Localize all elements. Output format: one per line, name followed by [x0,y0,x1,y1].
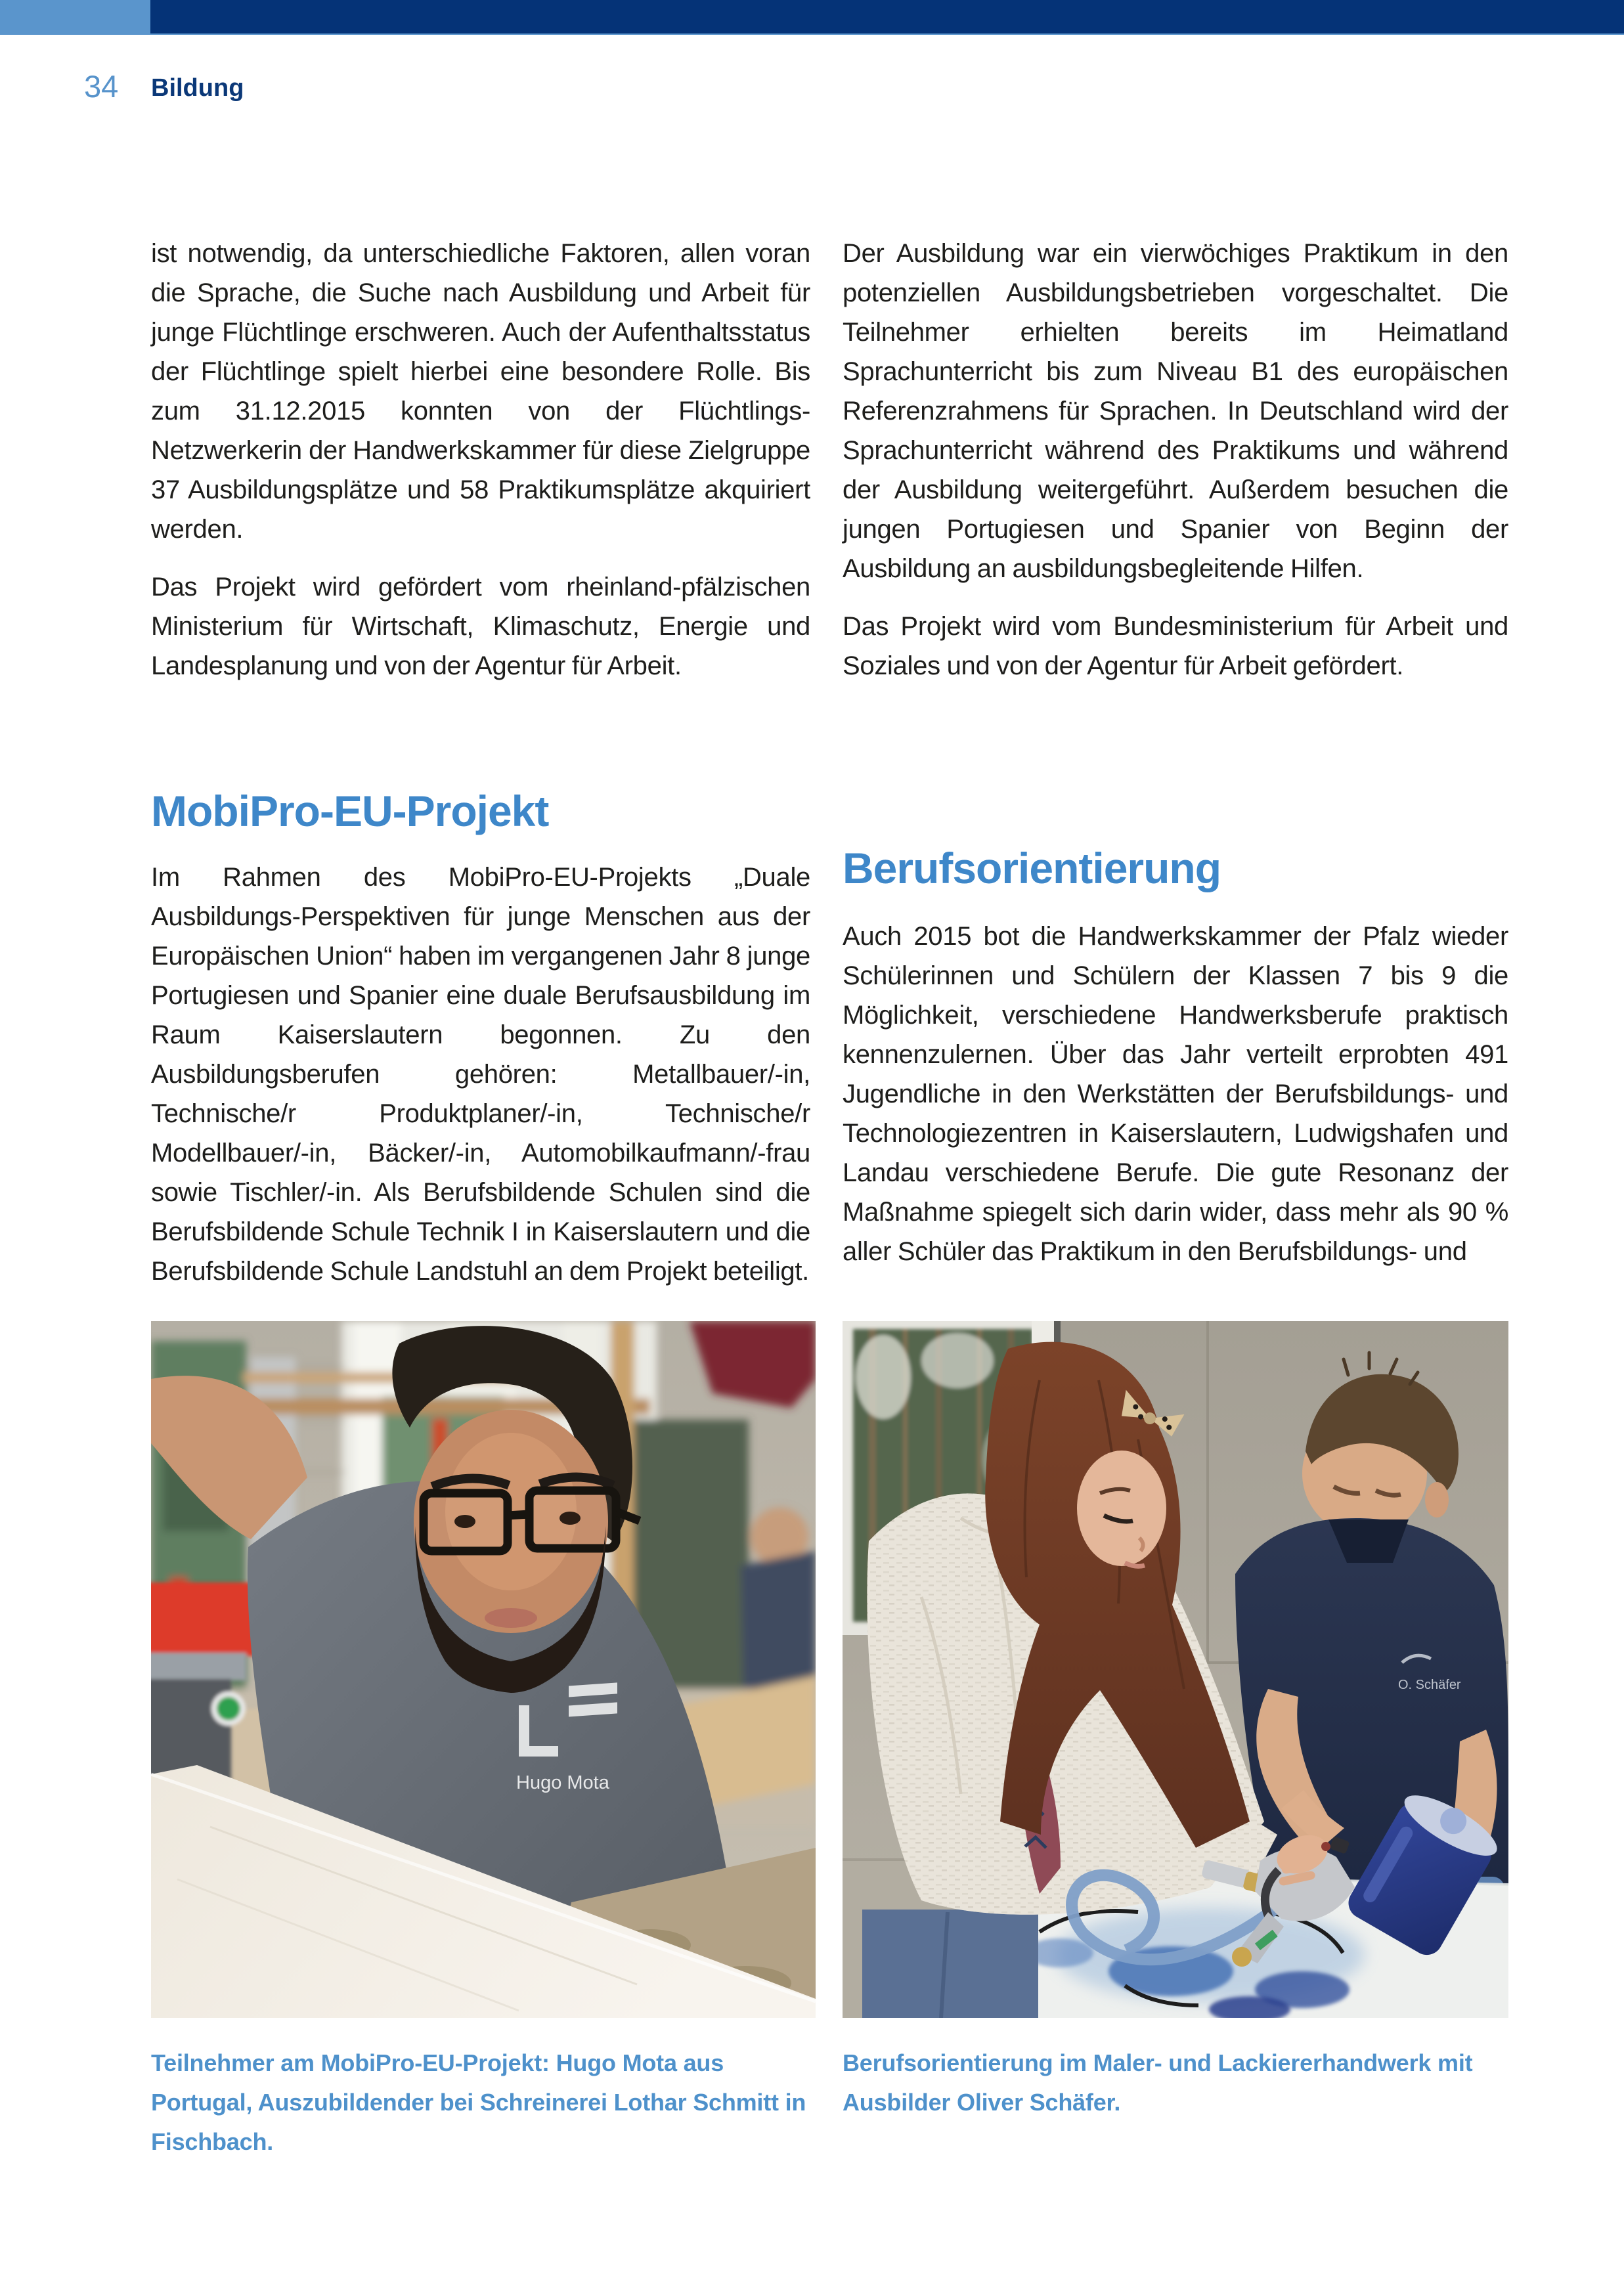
header-bar-dark-segment [150,0,1624,33]
paragraph-mobipro: Im Rahmen des MobiPro-EU-Projekts „Duale Ausbildungs-Perspektiven für junge Menschen aus der Europäischen Union“ haben im vergangenen Jahr 8 junge Portugiesen und Spanier eine duale Berufsausbildung im Raum Kaiserslautern begonnen. Zu den Ausbildungsberufen gehören: Metallbauer/-in, Technische/r Produktplaner/-in, Technische/r Modellbauer/-in, Bäcker/-in, Automobilkaufmann/-frau sowie Tischler/-in. Als Berufsbildende Schulen sind die Berufsbildende Schule Technik I in Kaiserslautern und die Berufsbildende Schule Landstuhl an dem Projekt beteiligt. [151,863,810,1286]
jeans [862,1910,1038,2018]
photo-spray-painting [843,1321,1508,2018]
heading-berufsorientierung: Berufsorientierung [843,844,1221,892]
workshop-photo-illustration [151,1321,816,2018]
instructor-shirt-text: O. Schäfer [1398,1678,1461,1692]
caption-right-text: Berufsorientierung im Maler- und Lackiererhandwerk mit Ausbilder Oliver Schäfer. [843,2049,1473,2116]
heading-mobipro-eu-projekt: MobiPro-EU-Projekt [151,787,549,835]
caption-left-text: Teilnehmer am MobiPro-EU-Projekt: Hugo Mota aus Portugal, Auszubildender bei Schreinerei Lothar Schmitt in Fischbach. [151,2049,806,2155]
mobipro-section [151,858,810,1309]
paragraph-fluechtlinge: ist notwendig, da unterschiedliche Faktoren, allen voran die Sprache, die Suche nach Ausbildung und Arbeit für junge Flüchtlinge erschweren. Auch der Aufenthaltsstatus der Flüchtlinge spielt hierbei eine besondere Rolle. Bis zum 31.12.2015 konnten von der Flüchtlings-Netzwerkerin der Handwerkskammer für diese Zielgruppe 37 Ausbildungsplätze und 58 Praktikumsplätze akquiriert werden. [151,239,810,544]
paragraph-foerderung-bund: Das Projekt wird vom Bundesministerium für Arbeit und Soziales und von der Agentur für Arbeit gefördert. [843,612,1508,680]
header-bar [0,0,1624,35]
student-face [1077,1451,1166,1566]
photo-workshop-apprentice [151,1321,816,2018]
caption-right [843,2043,1508,2122]
caption-left [151,2043,816,2162]
berufsorientierung-section [843,917,1508,1290]
paragraph-praktikum: Der Ausbildung war ein vierwöchiges Praktikum in den potenziellen Ausbildungsbetrieben vorgeschaltet. Die Teilnehmer erhielten bereits im Heimatland Sprachunterricht bis zum Niveau B1 des europäischen Referenzrahmens für Sprachen. In Deutschland wird der Sprachunterricht während des Praktikums und während der Ausbildung weitergeführt. Außerdem besuchen die jungen Portugiesen und Spanier von Beginn der Ausbildung an ausbildungsbegleitende Hilfen. [843,239,1508,583]
spray-painting-photo-illustration [843,1321,1508,2018]
left-column [151,234,810,704]
right-column [843,234,1508,704]
page-number: 34 [84,69,119,104]
background-worker [741,1508,816,1692]
section-title: Bildung [151,74,244,102]
paragraph-berufsorientierung: Auch 2015 bot die Handwerkskammer der Pfalz wieder Schülerinnen und Schülern der Klassen 7 bis 9 die Möglichkeit, verschiedene Handwerksberufe praktisch kennenzulernen. Über das Jahr verteilt erprobten 491 Jugendliche in den Werkstätten der Berufsbildungs- und Technologiezentren in Kaiserslautern, Ludwigshafen und Landau verschiedene Berufe. Die gute Resonanz der Maßnahme spiegelt sich darin wider, dass mehr als 90 % aller Schüler das Praktikum in den Berufsbildungs- und [843,922,1508,1266]
shirt-name-text: Hugo Mota [516,1772,609,1793]
paragraph-foerderung-land: Das Projekt wird gefördert vom rheinland-pfälzischen Ministerium für Wirtschaft, Klimaschutz, Energie und Landesplanung und von der Agentur für Arbeit. [151,573,810,680]
